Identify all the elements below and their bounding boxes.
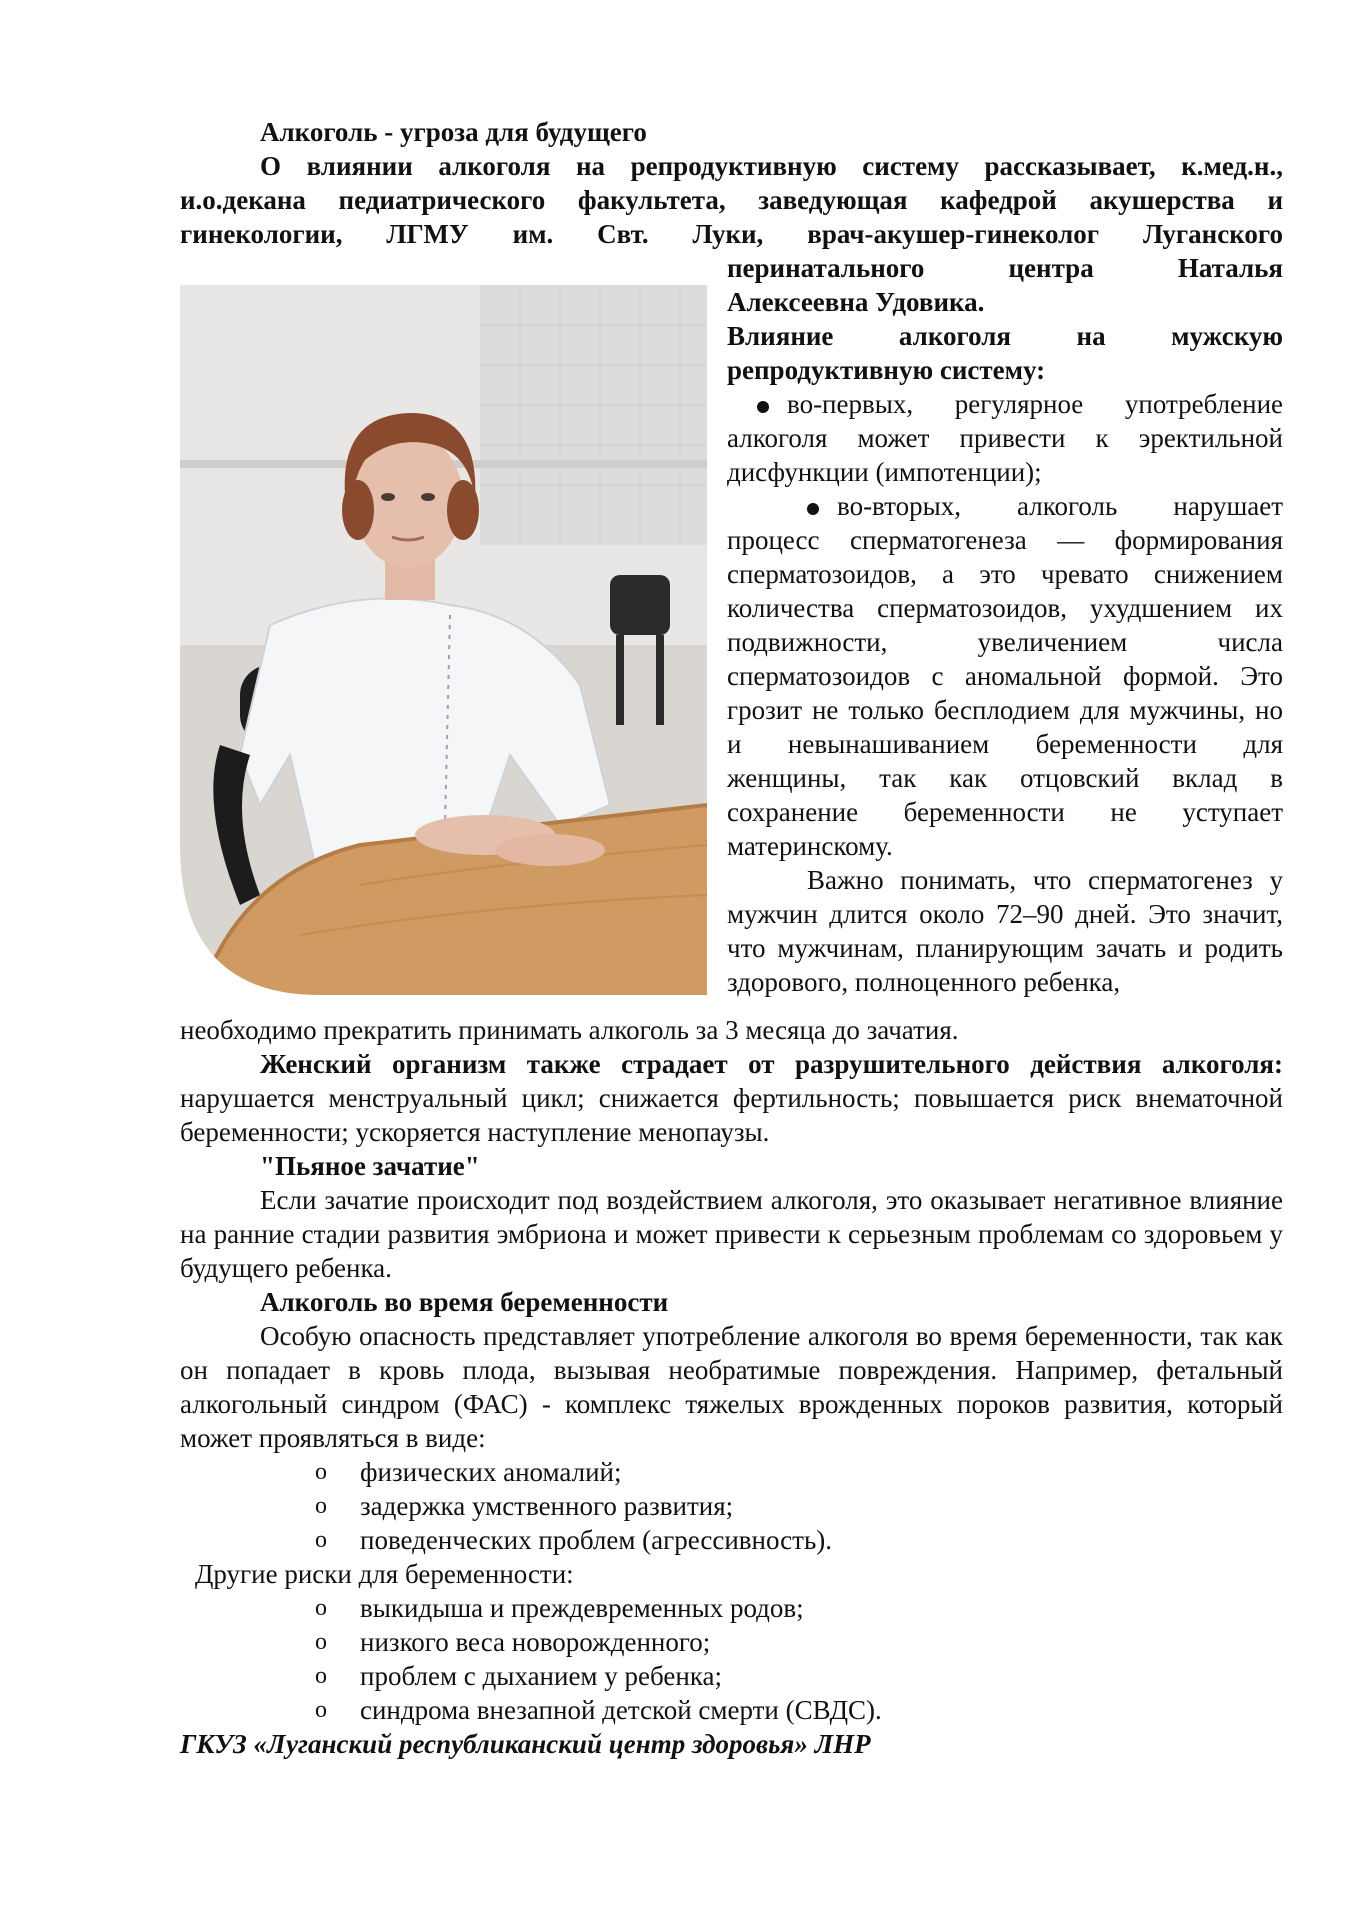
author-photo bbox=[180, 285, 707, 995]
spermatogenesis-paragraph: Важно понимать, что сперматогенез у мужчин длится около 72–90 дней. Это значит, что мужчинам, планирующим зачать и родить здорового, полноценного ребенка, bbox=[727, 865, 1283, 997]
drunk-paragraph: Если зачатие происходит под воздействием алкоголя, это оказывает негативное влияние на ранние стадии развития эмбриона и может привести к серьезным проблемам со здоровьем у будущего ребенка. bbox=[180, 1185, 1283, 1283]
intro-col-line-1: перинатального центра Наталья bbox=[727, 253, 1283, 283]
circle-bullet-icon: o bbox=[315, 1493, 327, 1519]
circle-bullet-icon: o bbox=[315, 1527, 327, 1553]
circle-bullet-icon: o bbox=[315, 1459, 327, 1485]
pregnancy-paragraph: Особую опасность представляет употребление алкоголя во время беременности, так как он попадает в кровь плода, вызывая необратимые повреждения. Например, фетальный алкогольный синдром (ФАС) - комплекс тяжелых врожденных пороков развития, который может проявляться в виде: bbox=[180, 1321, 1283, 1453]
circle-bullet-icon: o bbox=[315, 1629, 327, 1655]
pregnancy-heading: Алкоголь во время беременности bbox=[260, 1287, 669, 1317]
other-risks-list bbox=[180, 1591, 1283, 1727]
list-item: o выкидыша и преждевременных родов; bbox=[315, 1593, 804, 1623]
fas-list bbox=[180, 1455, 1283, 1557]
male-bullet-2 bbox=[727, 489, 1283, 863]
bullet-dot bbox=[757, 401, 769, 413]
male-bullet-1-text: во-первых, регулярное употребление алкоголя может привести к эректильной дисфункции (импотенции); bbox=[727, 389, 1283, 487]
list-item: o проблем с дыханием у ребенка; bbox=[315, 1661, 723, 1691]
list-item: o низкого веса новорожденного; bbox=[315, 1627, 711, 1657]
author-photo-illustration bbox=[180, 285, 707, 995]
intro-col-line-2: Алексеевна Удовика. bbox=[727, 287, 985, 317]
intro-line-2: и.о.декана педиатрического факультета, заведующая кафедрой акушерства и bbox=[180, 185, 1283, 215]
spermatogenesis-tail: необходимо прекратить принимать алкоголь за 3 месяца до зачатия. bbox=[180, 1015, 959, 1045]
list-item: o задержка умственного развития; bbox=[315, 1491, 734, 1521]
drunk-heading: "Пьяное зачатие" bbox=[260, 1151, 480, 1181]
intro-line-1: О влиянии алкоголя на репродуктивную систему рассказывает, к.мед.н., bbox=[260, 151, 1283, 181]
circle-bullet-icon: o bbox=[315, 1663, 327, 1689]
bullet-dot bbox=[807, 503, 819, 515]
circle-bullet-icon: o bbox=[315, 1697, 327, 1723]
right-column bbox=[727, 251, 1283, 999]
female-heading: Женский организм также страдает от разрушительного действия алкоголя: bbox=[260, 1049, 1283, 1079]
male-bullet-2-text: во-вторых, алкоголь нарушает процесс сперматогенеза — формирования сперматозоидов, а это чревато снижением количества сперматозоидов, ухудшением их подвижности, увеличением числа сперматозоидов с аномальной формой. Это грозит не только бесплодием для мужчины, но и невынашиванием беременности для женщины, так как отцовский вклад в сохранение беременности не уступает материнскому. bbox=[727, 491, 1283, 861]
male-heading: Влияние алкоголя на мужскую репродуктивную систему: bbox=[727, 321, 1283, 385]
list-item: o синдрома внезапной детской смерти (СВДС). bbox=[315, 1695, 882, 1725]
signature: ГКУЗ «Луганский республиканский центр здоровья» ЛНР bbox=[180, 1729, 871, 1759]
intro-block bbox=[180, 149, 1283, 251]
female-text: нарушается менструальный цикл; снижается фертильность; повышается риск внематочной беременности; ускоряется наступление менопаузы. bbox=[180, 1083, 1283, 1147]
circle-bullet-icon: o bbox=[315, 1595, 327, 1621]
article-title-block bbox=[180, 115, 1283, 149]
intro-line-3: гинекологии, ЛГМУ им. Свт. Луки, врач-акушер-гинеколог Луганского bbox=[180, 219, 1283, 249]
list-item: o физических аномалий; bbox=[315, 1457, 622, 1487]
list-item: o поведенческих проблем (агрессивность). bbox=[315, 1525, 833, 1555]
main-text-block bbox=[180, 1013, 1283, 1761]
male-bullet-1 bbox=[727, 387, 1283, 489]
article-title: Алкоголь - угроза для будущего bbox=[260, 117, 647, 147]
female-paragraph bbox=[180, 1047, 1283, 1149]
other-risks-heading: Другие риски для беременности: bbox=[195, 1559, 574, 1589]
